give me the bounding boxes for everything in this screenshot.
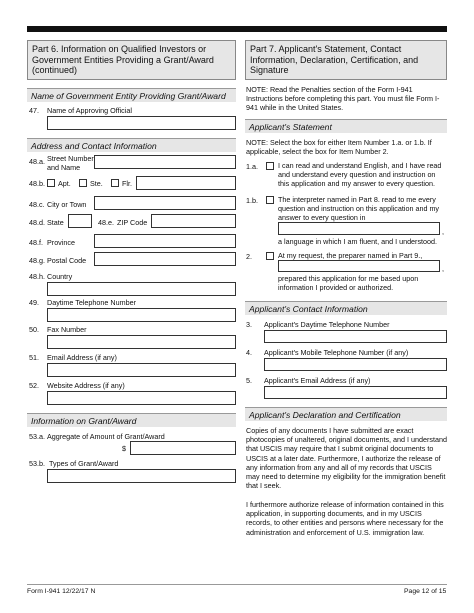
form-identifier: Form I-941 12/22/17 N (27, 588, 96, 595)
field-label: Postal Code (47, 256, 87, 265)
item-number: 3. (246, 320, 252, 329)
city-town-input[interactable] (94, 196, 236, 210)
flr-checkbox[interactable] (111, 179, 119, 187)
preparer-checkbox[interactable] (266, 252, 274, 260)
section-heading-entity-name (27, 88, 236, 102)
field-label: Country (47, 272, 73, 281)
item-number: 2. (246, 252, 252, 261)
section-title: Applicant's Declaration and Certification (249, 410, 401, 420)
item-number: 48.e. (98, 218, 114, 227)
section-title: Information on Grant/Award (31, 416, 137, 426)
field-label: Applicant's Mobile Telephone Number (if any) (264, 348, 409, 357)
item-number: 53.a. (29, 432, 45, 441)
section-heading-contact (245, 301, 447, 315)
applicant-mobile-phone-input[interactable] (264, 358, 447, 371)
approving-official-name-input[interactable] (47, 116, 236, 130)
dollar-sign: $ (122, 444, 126, 453)
field-label: Applicant's Email Address (if any) (264, 376, 371, 385)
item-number: 48.b. (29, 179, 45, 188)
field-label: Applicant's Daytime Telephone Number (264, 320, 390, 329)
item-number: 47. (29, 106, 39, 115)
street-number-name-input[interactable] (94, 155, 236, 169)
section-title: Address and Contact Information (31, 141, 157, 151)
item-number: 52. (29, 381, 39, 390)
interpreter-language-input[interactable] (278, 222, 440, 235)
checkbox-label: Apt. (58, 179, 71, 188)
comma: , (442, 264, 444, 273)
section-title: Name of Government Entity Providing Grant/Award (31, 91, 226, 101)
declaration-paragraph-1: Copies of any documents I have submitted are exact photocopies of unaltered, original documents, and I understand that USCIS may require that I submit original documents to USCIS at a later date. Furthermore, I authorize the release of any information from any and all of my records that USCIS may need to determine my eligibility for the immigration benefit that I seek. (246, 426, 447, 491)
note-penalties: NOTE: Read the Penalties section of the Form I-941 Instructions before completing this part. You must file Form I-941 while in the United States. (246, 85, 440, 113)
interpreter-checkbox[interactable] (266, 196, 274, 204)
postal-code-input[interactable] (94, 252, 236, 266)
checkbox-label: Ste. (90, 179, 103, 188)
note-select-box: NOTE: Select the box for either Item Number 1.a. or 1.b. If applicable, select the box for Item Number 2. (246, 138, 432, 157)
item-number: 48.f. (29, 238, 43, 247)
applicant-email-input[interactable] (264, 386, 447, 399)
item-number: 48.g. (29, 256, 45, 265)
ste-checkbox[interactable] (79, 179, 87, 187)
grant-amount-input[interactable] (130, 441, 236, 455)
section-title: Applicant's Statement (249, 122, 332, 132)
top-rule (27, 26, 447, 32)
field-label: Name of Approving Official (47, 106, 132, 115)
item-number: 48.c. (29, 200, 45, 209)
part-6-title: Part 6. Information on Qualified Investors or Government Entities Providing a Grant/Award (continued) (32, 44, 214, 76)
section-title: Applicant's Contact Information (249, 304, 368, 314)
part-7-heading (245, 40, 447, 80)
website-address-input[interactable] (47, 391, 236, 405)
unit-number-input[interactable] (136, 176, 236, 190)
zip-code-input[interactable] (151, 214, 236, 228)
section-heading-grant (27, 413, 236, 427)
statement-1b-continuation: a language in which I am fluent, and I understood. (278, 237, 438, 246)
item-number: 4. (246, 348, 252, 357)
field-label: Province (47, 238, 75, 247)
item-number: 1.a. (246, 162, 258, 171)
daytime-telephone-input[interactable] (47, 308, 236, 322)
field-label: Fax Number (47, 325, 87, 334)
comma: , (442, 227, 444, 236)
item-number: 53.b. (29, 459, 45, 468)
field-label: State (47, 218, 64, 227)
declaration-paragraph-2: I furthermore authorize release of information contained in this application, in supporting documents, and in my USCIS records, to other entities and persons where necessary for the administration and enforcement of U.S. immigration law. (246, 500, 444, 537)
province-input[interactable] (94, 234, 236, 248)
field-label: Email Address (if any) (47, 353, 117, 362)
statement-2-continuation: prepared this application for me based upon information I provided or authorized. (278, 274, 419, 293)
checkbox-label: Flr. (122, 179, 132, 188)
section-heading-statement (245, 119, 447, 133)
item-number: 49. (29, 298, 39, 307)
field-label: Website Address (if any) (47, 381, 125, 390)
field-label: Aggregate of Amount of Grant/Award (47, 432, 165, 441)
email-address-input[interactable] (47, 363, 236, 377)
field-label: ZIP Code (117, 218, 148, 227)
item-number: 48.d. (29, 218, 45, 227)
section-heading-declaration (245, 407, 447, 421)
item-number: 50. (29, 325, 39, 334)
state-select[interactable] (68, 214, 92, 228)
field-label: Street Number and Name (47, 154, 94, 172)
page-number: Page 12 of 15 (404, 588, 447, 595)
footer-divider (27, 584, 447, 585)
read-english-checkbox[interactable] (266, 162, 274, 170)
item-number: 51. (29, 353, 39, 362)
field-label: City or Town (47, 200, 87, 209)
field-label: Types of Grant/Award (49, 459, 119, 468)
statement-1a-text: I can read and understand English, and I have read and understand every question and instruction on this application and my answer to every question. (278, 161, 442, 189)
item-number: 1.b. (246, 196, 258, 205)
statement-1b-text: The interpreter named in Part 8. read to me every question and instruction on this application and my answer to every question in (278, 195, 440, 223)
applicant-daytime-phone-input[interactable] (264, 330, 447, 343)
grant-type-input[interactable] (47, 469, 236, 483)
field-label: Daytime Telephone Number (47, 298, 136, 307)
fax-number-input[interactable] (47, 335, 236, 349)
apt-checkbox[interactable] (47, 179, 55, 187)
statement-2-text: At my request, the preparer named in Part 9., (278, 251, 423, 260)
part-6-heading (27, 40, 236, 80)
item-number: 5. (246, 376, 252, 385)
country-input[interactable] (47, 282, 236, 296)
preparer-name-input[interactable] (278, 260, 440, 272)
item-number: 48.a. (29, 157, 45, 166)
section-heading-address (27, 138, 236, 152)
part-7-title: Part 7. Applicant's Statement, Contact Information, Declaration, Certification, and Signature (250, 44, 419, 76)
item-number: 48.h. (29, 272, 45, 281)
